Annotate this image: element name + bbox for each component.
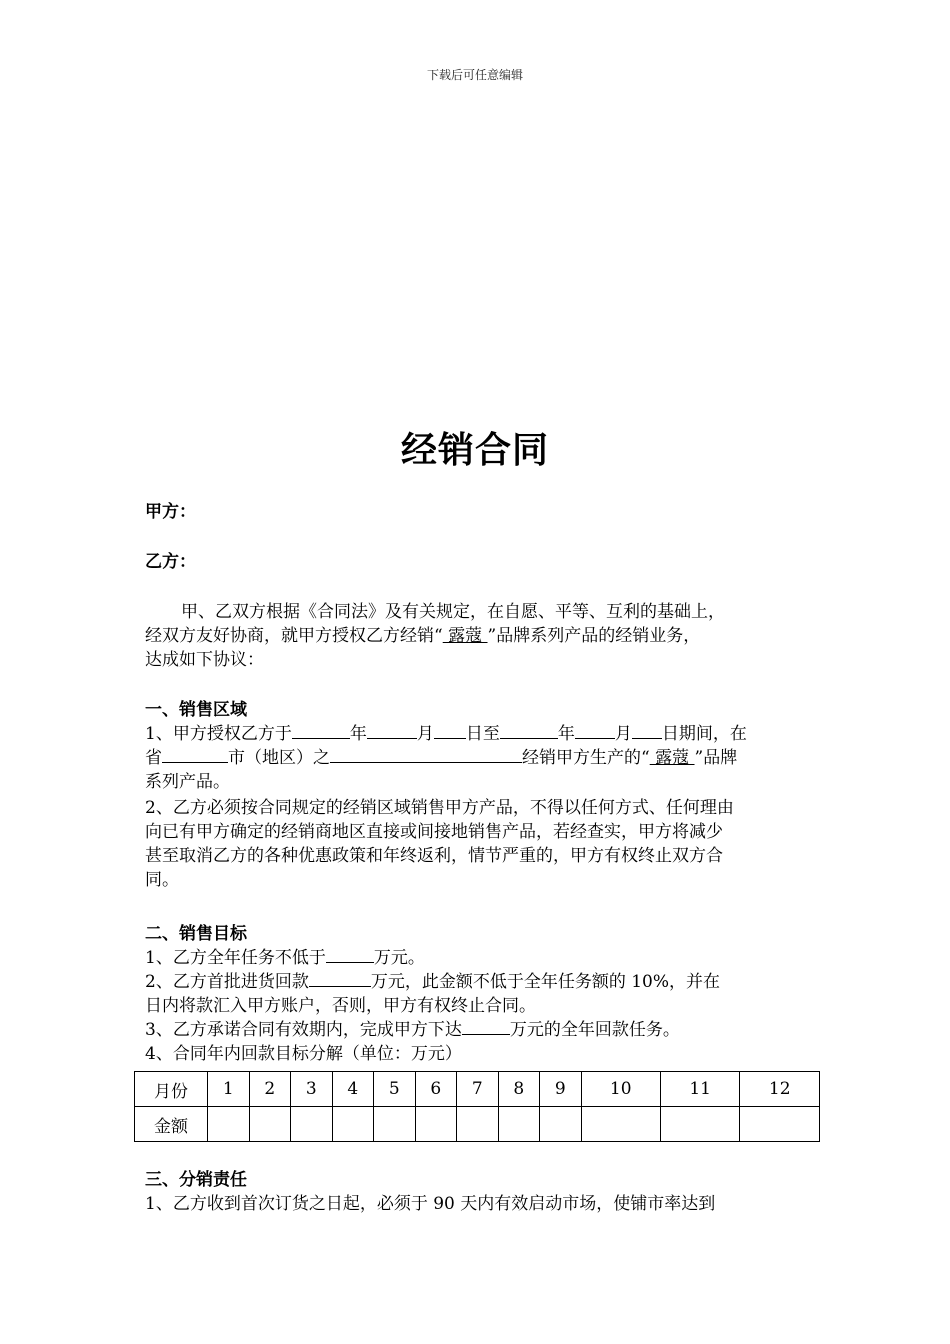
blank-field — [462, 1018, 510, 1035]
table-header-cell: 9 — [540, 1072, 582, 1107]
clause-text: 万元。 — [373, 948, 425, 968]
clause-line — [145, 746, 810, 770]
clause-text: 年 — [557, 724, 575, 744]
table-header-cell: 1 — [208, 1072, 250, 1107]
clause-text: 1、乙方全年任务不低于 — [145, 948, 326, 968]
clause-line: 1、乙方收到首次订货之日起，必须于 90 天内有效启动市场，使铺市率达到 — [145, 1194, 716, 1214]
clause-line: 2、乙方必须按合同规定的经销区域销售甲方产品，不得以任何方式、任何理由 — [145, 798, 734, 818]
clause-text: 万元，此金额不低于全年任务额的 10%，并在 — [370, 972, 721, 992]
clause-text: 月 — [614, 724, 632, 744]
table-row — [135, 1107, 820, 1142]
table-header-cell: 2 — [249, 1072, 291, 1107]
table-row — [135, 1072, 820, 1107]
table-row-label: 金额 — [135, 1107, 208, 1142]
table-cell — [660, 1107, 739, 1142]
clause-text: 日至 — [465, 724, 500, 744]
clause-line: 向已有甲方确定的经销商地区直接或间接地销售产品，若经查实，甲方将减少 — [145, 822, 723, 842]
clause-text: 经销甲方生产的“ — [522, 748, 650, 768]
clause-line — [145, 946, 810, 970]
document-title: 经销合同 — [400, 430, 549, 471]
table-header-cell: 5 — [374, 1072, 416, 1107]
intro-line — [145, 624, 810, 648]
clause-line: 甚至取消乙方的各种优惠政策和年终返利，情节严重的，甲方有权终止双方合 — [145, 846, 723, 866]
table-cell — [457, 1107, 499, 1142]
party-b-label: 乙方： — [145, 552, 196, 572]
table-cell — [415, 1107, 457, 1142]
blank-field — [326, 946, 374, 963]
clause-line: 系列产品。 — [145, 772, 230, 792]
table-cell — [374, 1107, 416, 1142]
table-cell — [332, 1107, 374, 1142]
clause-line: 同。 — [145, 870, 179, 890]
blank-field — [309, 970, 371, 987]
clause-text: 月 — [416, 724, 434, 744]
brand-name: 露蔻 — [442, 626, 488, 646]
blank-field — [162, 746, 228, 763]
section1-item1 — [145, 722, 810, 794]
table-header-cell: 12 — [740, 1072, 820, 1107]
intro-text: ”品牌系列产品的经销业务， — [487, 626, 701, 646]
table-header-cell: 4 — [332, 1072, 374, 1107]
clause-line — [145, 970, 810, 994]
header-note: 下载后可任意编辑 — [426, 68, 523, 82]
clause-text: 年 — [349, 724, 367, 744]
table-row-label: 月份 — [135, 1072, 208, 1107]
blank-field — [575, 722, 615, 739]
clause-line — [145, 1018, 810, 1042]
clause-text: ”品牌 — [694, 748, 738, 768]
clause-text: 2、乙方首批进货回款 — [145, 972, 309, 992]
table-cell — [291, 1107, 333, 1142]
clause-text: 1、甲方授权乙方于 — [145, 724, 292, 744]
table-header-cell: 11 — [660, 1072, 739, 1107]
party-a-label: 甲方： — [145, 502, 196, 522]
intro-paragraph — [145, 600, 810, 672]
section-heading: 三、分销责任 — [145, 1170, 247, 1190]
intro-line: 达成如下协议： — [145, 650, 264, 670]
blank-field — [500, 722, 558, 739]
table-cell — [540, 1107, 582, 1142]
section3-item1 — [145, 1192, 810, 1216]
payment-target-table — [134, 1071, 820, 1142]
section2-items — [145, 946, 810, 1066]
blank-field — [292, 722, 350, 739]
brand-name: 露蔻 — [649, 748, 695, 768]
blank-field — [367, 722, 417, 739]
table-header-cell: 8 — [498, 1072, 540, 1107]
table-header-cell: 7 — [457, 1072, 499, 1107]
intro-line: 甲、乙双方根据《合同法》及有关规定，在自愿、平等、互利的基础上， — [181, 602, 725, 622]
intro-text: 经双方友好协商，就甲方授权乙方经销“ — [145, 626, 443, 646]
clause-text: 市（地区）之 — [228, 748, 330, 768]
table-header-cell: 3 — [291, 1072, 333, 1107]
clause-text: 省 — [145, 748, 162, 768]
blank-field — [632, 722, 662, 739]
section-heading: 二、销售目标 — [145, 924, 247, 944]
table-cell — [249, 1107, 291, 1142]
clause-text: 日期间，在 — [661, 724, 747, 744]
clause-line — [145, 722, 810, 746]
section-heading: 一、销售区域 — [145, 700, 247, 720]
table-cell — [498, 1107, 540, 1142]
table-header-cell: 6 — [415, 1072, 457, 1107]
clause-line: 4、合同年内回款目标分解（单位：万元） — [145, 1044, 462, 1064]
clause-line: 日内将款汇入甲方账户，否则，甲方有权终止合同。 — [145, 996, 536, 1016]
table-header-cell: 10 — [581, 1072, 660, 1107]
section1-item2 — [145, 796, 810, 892]
clause-text: 万元的全年回款任务。 — [509, 1020, 680, 1040]
blank-field — [330, 746, 522, 763]
blank-field — [434, 722, 466, 739]
table-cell — [208, 1107, 250, 1142]
table-cell — [581, 1107, 660, 1142]
clause-text: 3、乙方承诺合同有效期内，完成甲方下达 — [145, 1020, 462, 1040]
table-cell — [740, 1107, 820, 1142]
